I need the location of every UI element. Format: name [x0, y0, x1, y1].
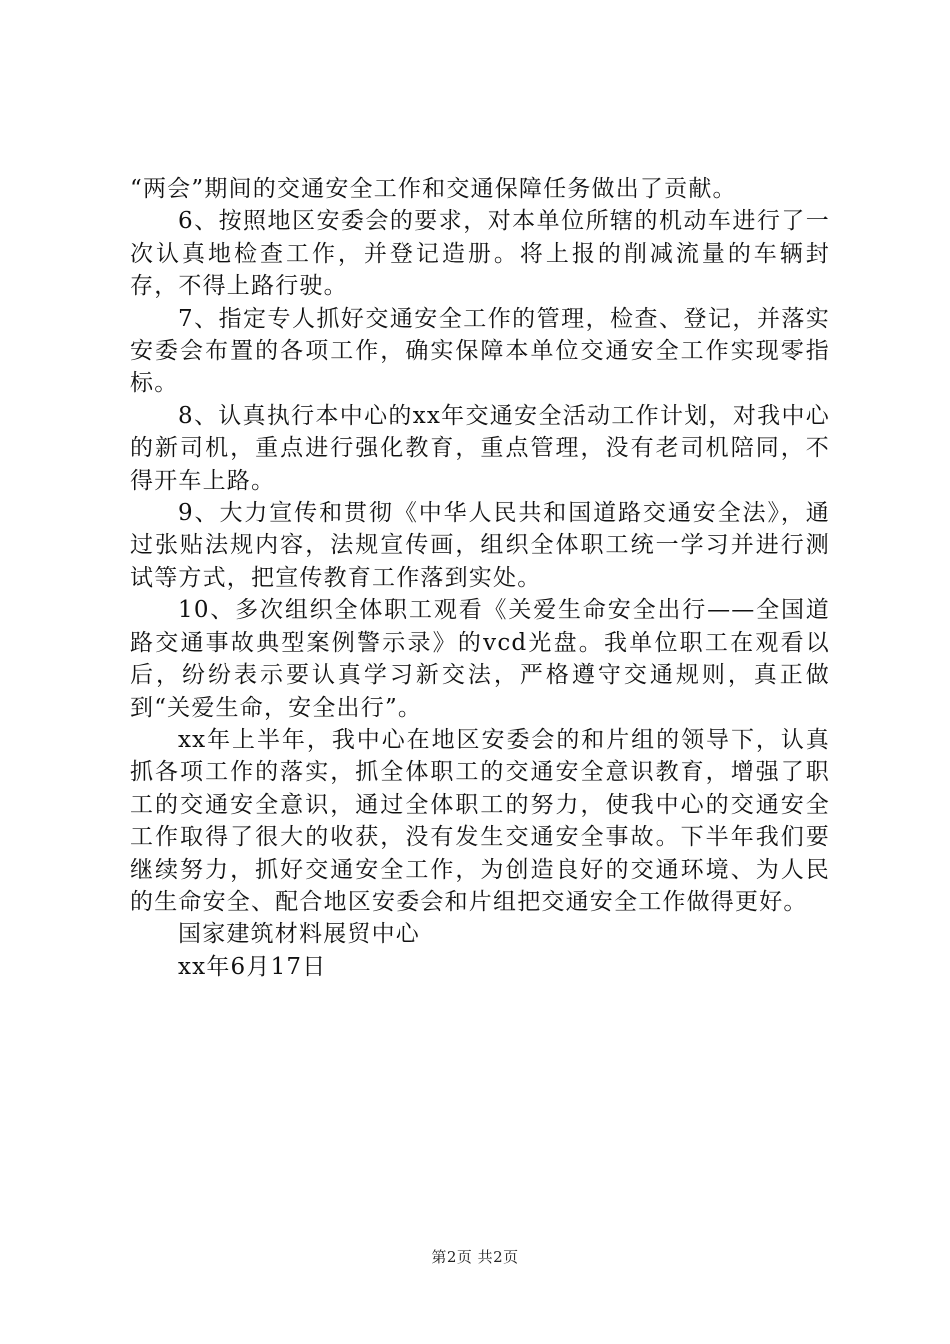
paragraph-summary: xx年上半年，我中心在地区安委会的和片组的领导下，认真抓各项工作的落实，抓全体职工的交通安全意识教育，增强了职工的交通安全意识，通过全体职工的努力，使我中心的交通安全工作取得了很大的收获，没有发生交通安全事故。下半年我们要继续努力，抓好交通安全工作，为创造良好的交通环境、为人民的生命安全、配合地区安委会和片组把交通安全工作做得更好。	[130, 726, 830, 915]
paragraph-item-6: 6、按照地区安委会的要求，对本单位所辖的机动车进行了一次认真地检查工作，并登记造册。将上报的削减流量的车辆封存，不得上路行驶。	[130, 208, 830, 300]
paragraph-item-10: 10、多次组织全体职工观看《关爱生命安全出行——全国道路交通事故典型案例警示录》的vcd光盘。我单位职工在观看以后，纷纷表示要认真学习新交法，严格遵守交通规则，真正做到“关爱生命，安全出行”。	[130, 597, 830, 721]
document-body	[130, 173, 830, 983]
paragraph-continuation: “两会”期间的交通安全工作和交通保障任务做出了贡献。	[130, 176, 737, 202]
paragraph-item-9: 9、大力宣传和贯彻《中华人民共和国道路交通安全法》，通过张贴法规内容，法规宣传画，组织全体职工统一学习并进行测试等方式，把宣传教育工作落到实处。	[130, 500, 830, 591]
signature-organization: 国家建筑材料展贸中心	[178, 921, 420, 948]
page-number-label: 第2页 共2页	[431, 1248, 519, 1266]
paragraph-item-7: 7、指定专人抓好交通安全工作的管理，检查、登记，并落实安委会布置的各项工作，确实保障本单位交通安全工作实现零指标。	[130, 305, 830, 397]
paragraph-item-8: 8、认真执行本中心的xx年交通安全活动工作计划，对我中心的新司机，重点进行强化教育，重点管理，没有老司机陪同，不得开车上路。	[130, 402, 830, 494]
page-footer	[0, 1246, 950, 1267]
signature-date: xx年6月17日	[178, 953, 327, 980]
